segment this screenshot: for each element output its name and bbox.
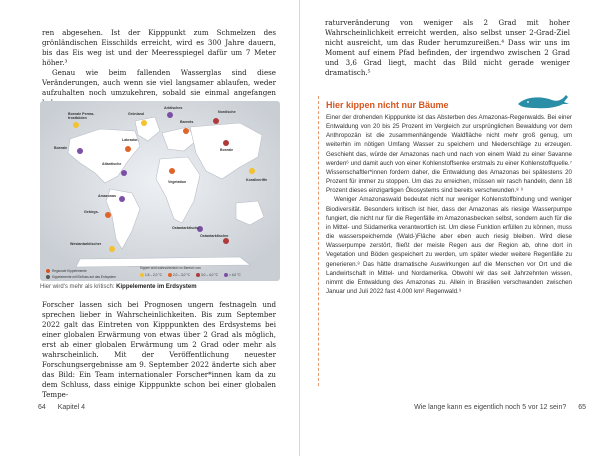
paragraph: Forscher lassen sich bei Prognosen ungern festnageln und sprechen lieber in Wahrscheinlichkeiten. Bis zum September 2022 galt das Eintreten von Kipppunkten des Erdsystems bei einer globalen Erwärmung von etwas über 2 Grad als möglich, erst ab einer globalen Erwärmung um 2 Grad oder mehr als wahrscheinlich. Mit der Veröffentlichung neuester Forschungsergebnisse am 9. September 2022 änderte sich aber das Bild: Ein Team internationaler Forscher*innen kam da zu dem Schluss, dass einige Kipppunkte schon bei einer globalen Tempe- (42, 300, 276, 399)
dot-west-antarctic (109, 246, 115, 252)
page-footer-right (414, 404, 586, 411)
svg-text:Kippelemente mit Einfluss auf: Kippelemente mit Einfluss auf das Erdsystem (52, 275, 116, 279)
paragraph: Weniger Amazonaswald bedeutet nicht nur weniger Kohlenstoffbindung und weniger Biodiversität. Besonders kritisch ist hier, dass der Amazonas als riesige Wasserpumpe fungiert, die nicht nur für die Regenfälle im Amazonasbecken selbst, sondern auch für die in Mittel- und Südamerika verantwortlich ist. Um diese Funktion erfüllen zu können, muss die wasserspeichernde (Wald-)Fläche aber eben auch riesig bleiben. Wird diese Wasserpumpe zerstört, fließt der meiste Regen aus der Region ab, ohne dort in Vegetation und Böden gespeichert zu werden, um später wieder weitere Regenfälle zu generieren.⁸ Das hätte dramatische Auswirkungen auf die Menschen vor Ort und die Landwirtschaft in Mittel- und Nordamerika. Obwohl wir das seit Jahrzehnten wissen, nimmt die Entwaldung des Amazonas zu. Allein in Brasilien verschwanden zwischen Januar und Juli 2022 fast 4.000 km² Regenwald.⁹ (326, 196, 572, 295)
svg-text:2,0 – 3,0 °C: 2,0 – 3,0 °C (173, 273, 190, 277)
dot-sahel (169, 168, 175, 174)
body-text-top (42, 28, 276, 108)
dot-boreal-south (213, 118, 219, 124)
paragraph: raturveränderung von weniger als 2 Grad mit hoher Wahrscheinlichkeit erreicht werden, also selbst unser 2-Grad-Ziel nicht ausreicht, um das Ruder herumzureißen.⁴ Dass wir uns im Moment auf einem Pfad befinden, der irgendwo zwischen 2 Grad und 3,6 Grad liegt, macht das Bild nicht gerade weniger dramatisch.⁵ (325, 18, 570, 77)
svg-text:Regionale Kippelemente: Regionale Kippelemente (52, 269, 87, 273)
svg-text:Kippen wird wahrscheinlich im: Kippen wird wahrscheinlich im Bereich von: (140, 266, 202, 270)
label-greenland: Grönland (128, 112, 144, 116)
chapter-label: Kapitel 4 (57, 404, 85, 411)
label-boreal-e: Boreale (220, 148, 234, 152)
svg-text:> 4,0 °C: > 4,0 °C (229, 273, 241, 277)
dot-coral (249, 168, 255, 174)
dot-boreal-north (77, 148, 83, 154)
running-head: Wie lange kann es eigentlich noch 5 vor 12 sein? (414, 404, 567, 411)
paragraph: ren abgesehen. Ist der Kipppunkt zum Schmelzen des grönländischen Eisschilds erreicht, wird es 300 Jahre dauern, bis das Eis weg ist und der Meeresspiegel dafür um 7 Meter höher.³ (42, 28, 276, 67)
label-sahel: Vegetation (168, 180, 187, 184)
label-labrador: Labrador- (122, 138, 139, 142)
label-amoc: Atlantische (102, 162, 122, 166)
dot-amoc (121, 170, 127, 176)
label-glacier: Gebirgs- (84, 210, 99, 214)
box-text (326, 113, 572, 296)
figure-caption: Hier wird's mehr als kritisch: Kippelemente im Erdsystem (40, 284, 197, 290)
box-title: Hier kippen nicht nur Bäume (326, 100, 449, 110)
body-text-bottom (42, 300, 276, 400)
label-arctic: Arktisches (164, 106, 183, 110)
label-east-ant: Ostantarktische (172, 226, 200, 230)
label-amazon: Amazonas (98, 194, 116, 198)
page-number: 64 (38, 404, 46, 411)
paragraph: Genau wie beim fallenden Wasserglas sind diese Veränderungen, auch wenn sie viel langsamer ablaufen, weder aufzuhalten noch umzukehren, sobald sie einmal angefangen (42, 68, 276, 97)
whale-icon (516, 92, 570, 110)
tipping-points-map (40, 101, 280, 281)
dot-labrador (125, 146, 131, 152)
page-footer-left (38, 404, 85, 411)
label-boreal-north: Boreale (54, 146, 68, 150)
label-barents: Barents (180, 120, 194, 124)
page-number: 65 (578, 404, 586, 411)
svg-text:1,5 – 2,0 °C: 1,5 – 2,0 °C (145, 273, 162, 277)
paragraph: Einer der drohenden Kipppunkte ist das Absterben des Amazonas-Regenwalds. Bei einer Entwaldung von 20 bis 25 Prozent im Vergleich zur ursprünglichen Bewaldung vor dem Anthropozän ist die zusammenhängende Waldfläche nicht mehr groß genug, um weiterhin im nötigen Umfang Wasser zu speichern und Niederschläge zu erzeugen. Geschieht das, würde der Amazonas nach und nach von einem Wald zu einer Savanne werden⁶ und damit auch von einer Kohlenstoffsenke erstmals zu einer Kohlenstoffquelle.⁷ Wissenschaftler*innen fordern daher, die Entwaldung des Amazonas bei spätestens 20 Prozent für immer zu stoppen. Um das zu erreichen, müssen wir rasch handeln, denn 18 Prozent dieses einzigartigen Ökosystems sind bereits verschwunden.⁸ ⁹ (326, 114, 572, 195)
dot-greenland (141, 120, 147, 126)
dot-boreal-permafrost-w (73, 122, 79, 128)
label-coral: Korallenriffe (246, 178, 268, 182)
label-boreal-permafrost-w: Boreale Perma-frostböden (68, 112, 95, 120)
dot-arctic-winter-ice (167, 112, 173, 118)
dot-boreal-permafrost-e (223, 140, 229, 146)
label-east-sub: Ostantarktischer (200, 234, 229, 238)
dot-mountain-glacier (105, 212, 111, 218)
label-boreal-south: Nordische (218, 110, 236, 114)
dot-amazon (119, 196, 125, 202)
dot-east-antarctic-sub (223, 238, 229, 244)
body-text (325, 18, 570, 78)
svg-text:3,0 – 4,0 °C: 3,0 – 4,0 °C (201, 273, 218, 277)
right-page (300, 0, 600, 456)
label-west-ant: Westantarktischer (70, 242, 102, 246)
dot-barents (183, 128, 189, 134)
